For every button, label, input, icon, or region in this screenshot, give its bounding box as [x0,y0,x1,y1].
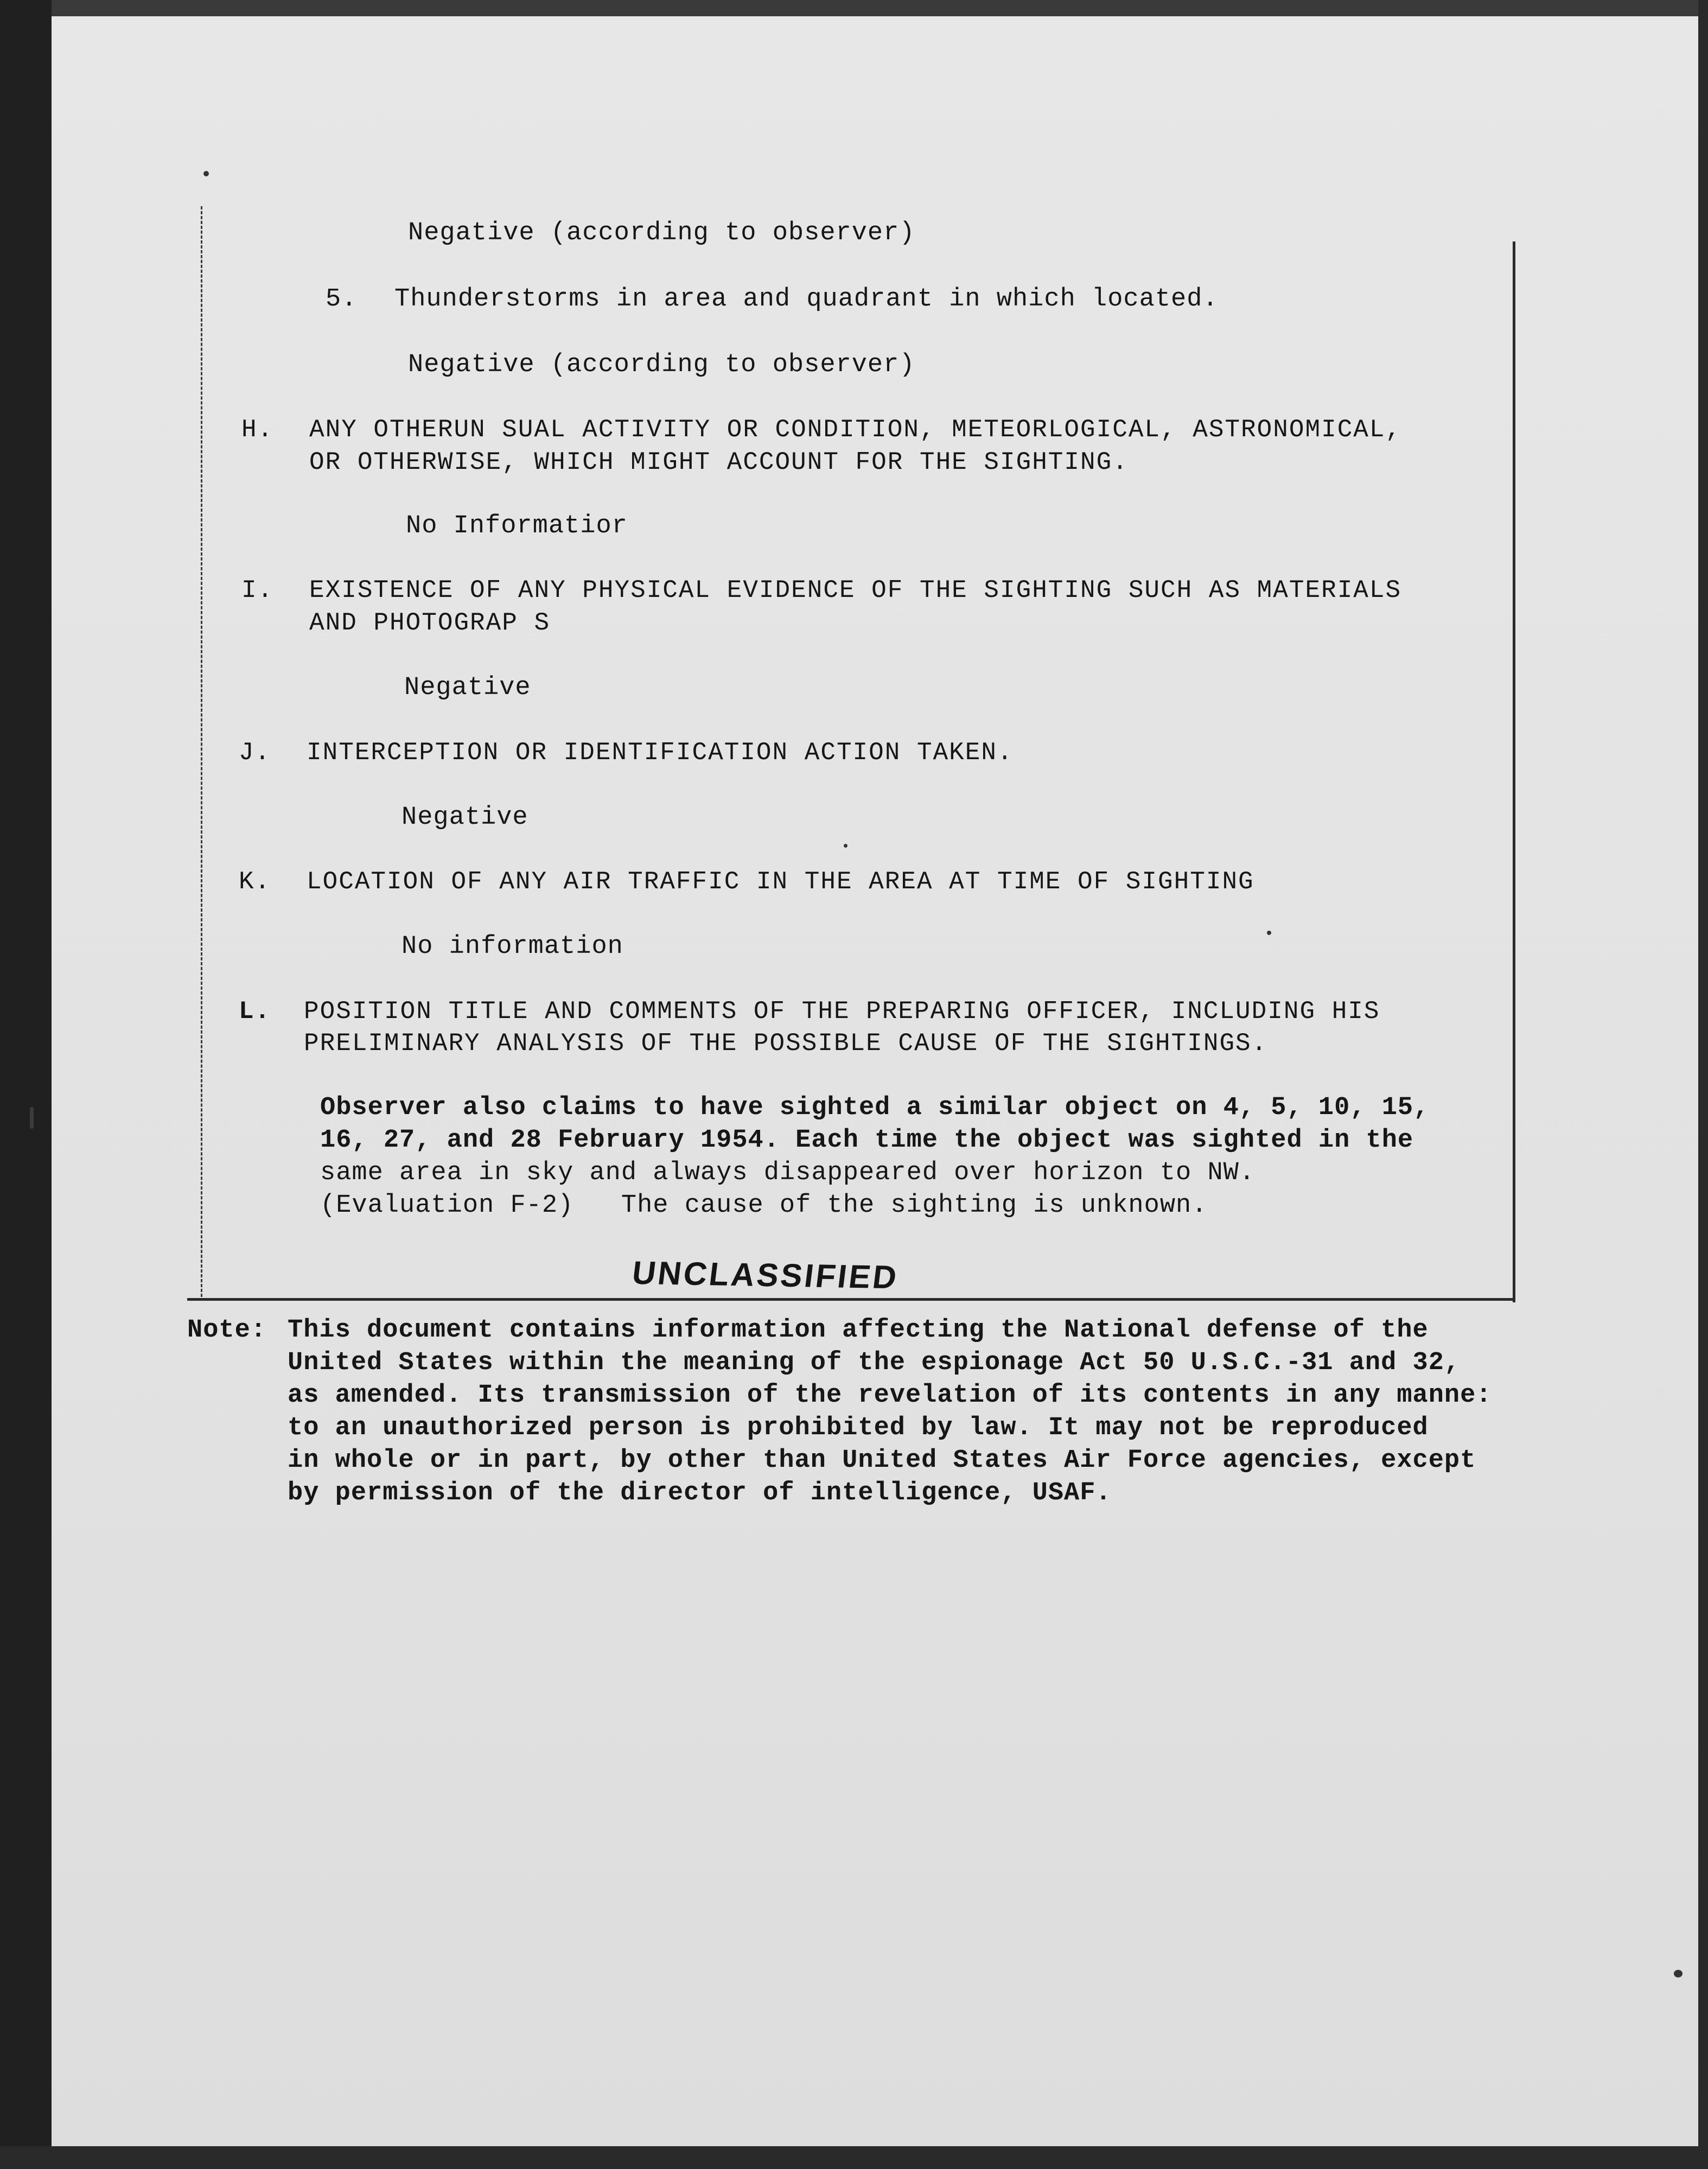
frame-left-line [201,206,202,1297]
section-h-heading: ANY OTHERUN SUAL ACTIVITY OR CONDITION, METEORLOGICAL, ASTRONOMICAL, [309,416,1402,444]
section-k-heading: LOCATION OF ANY AIR TRAFFIC IN THE AREA AT TIME OF SIGHTING [307,868,1254,896]
section-j-answer: Negative [401,803,528,832]
section-label-k: K. [239,868,271,896]
section-i-answer: Negative [404,673,531,702]
scan-mark [30,1107,34,1129]
answer-line: Negative (according to observer) [408,351,915,379]
scan-border-top [0,0,1708,16]
section-h-heading-cont: OR OTHERWISE, WHICH MIGHT ACCOUNT FOR THE SIGHTING. [309,448,1129,476]
note-text: United States within the meaning of the espionage Act 50 U.S.C.-31 and 32, [288,1349,1461,1377]
note-text: to an unauthorized person is prohibited by law. It may not be reproduced [288,1414,1429,1442]
answer-line: Negative (according to observer) [408,219,915,247]
note-text: as amended. Its transmission of the revelation of its contents in any manne: [288,1381,1492,1410]
frame-bottom-line [187,1298,1515,1301]
note-text: by permission of the director of intelligence, USAF. [288,1479,1112,1508]
observer-comment: 16, 27, and 28 February 1954. Each time the object was sighted in the [320,1126,1414,1155]
item-number: 5. [326,285,358,314]
scan-speck [844,844,847,848]
scan-speck [1267,931,1271,935]
section-label-j: J. [239,739,271,767]
section-label-i: I. [241,576,274,605]
observer-comment: same area in sky and always disappeared over horizon to NW. [320,1159,1255,1187]
scan-border-bottom [0,2146,1708,2169]
scan-border-left [0,0,52,2169]
scan-speck [203,171,209,176]
scan-border-right [1698,0,1708,2169]
section-l-heading: POSITION TITLE AND COMMENTS OF THE PREPARING OFFICER, INCLUDING HIS [304,997,1380,1026]
classification-stamp: UNCLASSIFIED [630,1254,901,1296]
item-text: Thunderstorms in area and quadrant in which located. [394,285,1219,314]
section-l-heading-cont: PRELIMINARY ANALYSIS OF THE POSSIBLE CAUSE OF THE SIGHTINGS. [304,1029,1268,1058]
frame-right-line [1513,241,1515,1302]
section-label-l: L. [239,997,271,1026]
section-k-answer: No information [401,932,623,961]
section-j-heading: INTERCEPTION OR IDENTIFICATION ACTION TAKEN. [307,739,1014,767]
note-text: This document contains information affecting the National defense of the [288,1316,1429,1345]
section-h-answer: No Informatior [406,512,628,540]
note-text: in whole or in part, by other than United States Air Force agencies, except [288,1446,1476,1475]
section-i-heading: EXISTENCE OF ANY PHYSICAL EVIDENCE OF THE SIGHTING SUCH AS MATERIALS [309,576,1402,605]
observer-comment: Observer also claims to have sighted a similar object on 4, 5, 10, 15, [320,1093,1430,1122]
scan-speck [1674,1970,1682,1977]
observer-comment: (Evaluation F-2) The cause of the sighting is unknown. [320,1191,1208,1220]
note-label: Note: [187,1316,267,1345]
document-page [52,16,1698,2146]
section-i-heading-cont: AND PHOTOGRAP S [309,609,551,637]
section-label-h: H. [241,416,274,444]
